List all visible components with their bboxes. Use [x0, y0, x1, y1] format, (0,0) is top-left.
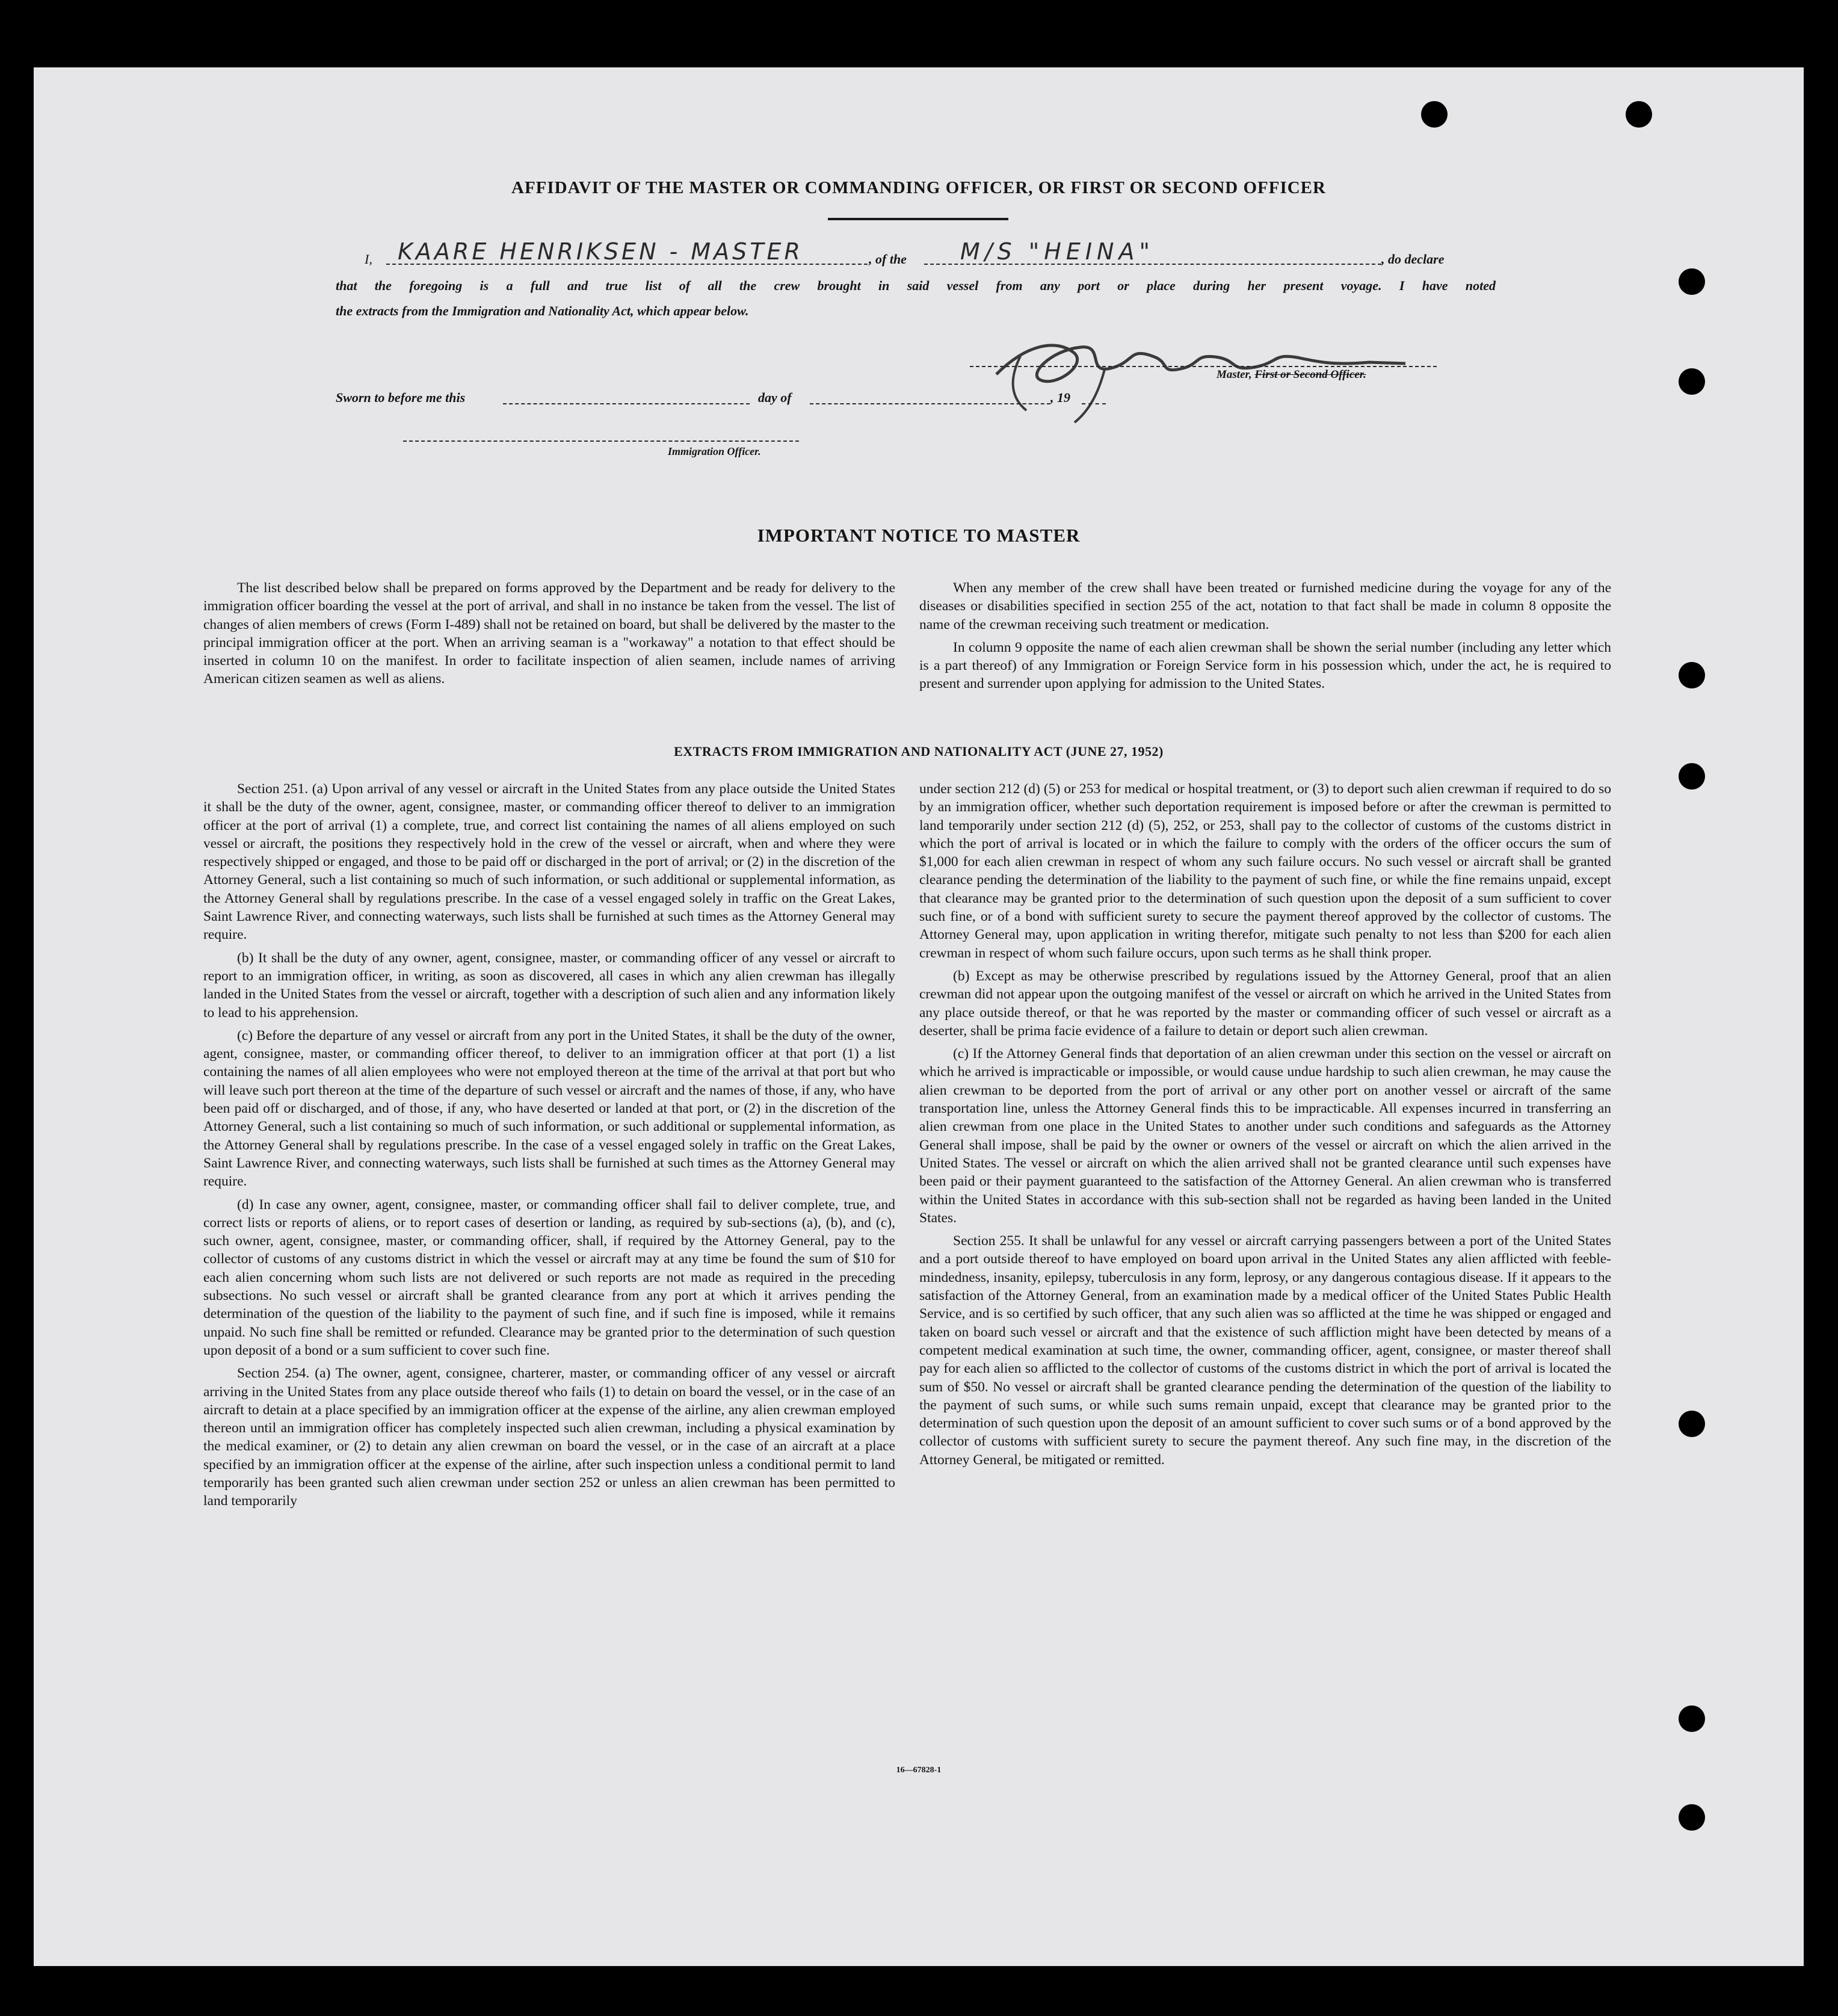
- extracts-right-column: [919, 780, 1611, 1474]
- punch-hole: [1626, 101, 1652, 128]
- form-page: [34, 67, 1804, 1966]
- punch-hole: [1679, 268, 1705, 295]
- do-declare-label: , do declare: [1381, 252, 1445, 267]
- punch-hole: [1679, 368, 1705, 395]
- signer-label-master: Master,: [1217, 368, 1252, 381]
- vessel-handwritten: M/S "HEINA": [960, 238, 1155, 265]
- extract-paragraph: Section 255. It shall be unlawful for any vessel or aircraft carrying passengers between a port of the United States and a port outside thereof to have employed on board upon arrival in the United States any alien afflicted with feeble-mindedness, insanity, epilepsy, tuberculosis in any form, leprosy, or any dangerous contagious disease. If it appears to the satisfaction of the Attorney General, from an examination made by a medical officer of the United States Public Health Service, and is so certified by such officer, that any such alien was so afflicted at the time he was shipped or engaged and taken on board such vessel or aircraft and that the existence of such affliction might have been detected by means of a competent medical examination at such time, the owner, commanding officer, agent, consignee, or master thereof shall pay for each alien so afflicted to the collector of customs of the customs district in which the port of arrival is located the sum of $50. No vessel or aircraft shall be granted clearance pending the determination of the question of the liability to the payment of such sums, or while such sums remain unpaid, except that clearance may be granted prior to the determination of such question upon the deposit of an amount sufficient to cover such sums or of a bond approved by the collector of customs with sufficient surety to secure the payment thereof. Any such fine may, in the discretion of the Attorney General, be mitigated or remitted.: [919, 1233, 1611, 1468]
- declarant-handwritten: KAARE HENRIKSEN - MASTER: [398, 238, 803, 265]
- form-number: 16—67828-1: [896, 1766, 942, 1775]
- officer-line: [403, 441, 799, 442]
- affidavit-title: AFFIDAVIT OF THE MASTER OR COMMANDING OFFICER, OR FIRST OR SECOND OFFICER: [511, 178, 1326, 197]
- extract-paragraph: (b) Except as may be otherwise prescribed by regulations issued by the Attorney General, proof that an alien crewman did not appear upon the outgoing manifest of the vessel or aircraft on which he arrived in the United States from any place outside thereof, or that he was reported by the master or commanding officer of such vessel or aircraft as a deserter, shall be prima facie evidence of a failure to detain or deport such alien crewman.: [919, 968, 1611, 1039]
- day-of-label: day of: [758, 390, 792, 405]
- sworn-month-line: [810, 403, 1050, 404]
- extracts-title: EXTRACTS FROM IMMIGRATION AND NATIONALITY ACT (JUNE 27, 1952): [674, 744, 1164, 759]
- notice-right-paragraph-1: When any member of the crew shall have been treated or furnished medicine during the voyage for any of the diseases or disabilities specified in section 255 of the act, notation to that fact shall be made in column 8 opposite the name of the crewman receiving such treatment or medication.: [919, 580, 1611, 632]
- punch-hole: [1679, 1705, 1705, 1732]
- notice-left-column: [203, 579, 895, 693]
- punch-hole: [1679, 662, 1705, 688]
- affidavit-line-3: the extracts from the Immigration and Nationality Act, which appear below.: [336, 303, 749, 318]
- notice-title: IMPORTANT NOTICE TO MASTER: [757, 525, 1081, 546]
- punch-hole: [1679, 1804, 1705, 1831]
- notice-left-paragraph: The list described below shall be prepared on forms approved by the Department and be ready for delivery to the immigration officer boarding the vessel at the port of arrival, and shall in no instance be taken from the vessel. The list of changes of alien members of crews (Form I-489) shall not be retained on board, but shall be delivered by the master to the principal immigration officer at the port. When an arriving seaman is a "workaway" a notation to that effect should be inserted in column 10 on the manifest. In order to facilitate inspection of alien seamen, include names of arriving American citizen seamen as well as aliens.: [203, 580, 895, 687]
- extract-paragraph: under section 212 (d) (5) or 253 for medical or hospital treatment, or (3) to deport such alien crewman if required to do so by an immigration officer, whether such deportation requirement is imposed before or after the crewman is permitted to land temporarily under section 212 (d) (5), 252, or 253, shall pay to the collector of customs of the customs district in which the port of arrival is located or in which the failure to comply with the orders of the officer occurs the sum of $1,000 for each alien crewman in respect of whom any such failure occurs. No such vessel or aircraft shall be granted clearance pending the determination of the liability to the payment of such fine, or while the fine remains unpaid, except that clearance may be granted prior to the determination of such question upon the deposit of a sum sufficient to cover such fine, or of a bond with sufficient surety to secure the payment thereof approved by the collector of customs. The Attorney General may, upon application in writing therefor, mitigate such penalty to not less than $200 for each alien crewman in respect of whom such failure occurs, upon such terms as he shall think proper.: [919, 781, 1611, 961]
- declare-prefix: I,: [365, 252, 372, 267]
- extract-paragraph: Section 251. (a) Upon arrival of any vessel or aircraft in the United States from any place outside the United States it shall be the duty of the owner, agent, consignee, master, or commanding officer thereof to deliver to an immigration officer at the port of arrival (1) a complete, true, and correct list containing the names of all aliens employed on such vessel or aircraft, the positions they respectively hold in the crew of the vessel or aircraft, when and where they were respectively shipped or engaged, and those to be paid off or discharged in the port of arrival; or (2) in the discretion of the Attorney General, such a list containing so much of such information, or such additional or supplemental information, as the Attorney General shall by regulations prescribe. In the case of a vessel engaged solely in traffic on the Great Lakes, Saint Lawrence River, and connecting waterways, such lists shall be furnished at such times as the Attorney General may require.: [203, 781, 895, 943]
- punch-hole: [1679, 763, 1705, 790]
- notice-right-paragraph-2: In column 9 opposite the name of each alien crewman shall be shown the serial number (including any letter which is a part thereof) of any Immigration or Foreign Service form in his possession which, under the act, he is required to present and surrender upon applying for admission to the United States.: [919, 639, 1611, 692]
- punch-hole: [1421, 101, 1448, 128]
- title-rule: [828, 218, 1008, 220]
- notice-right-column: [919, 579, 1611, 698]
- affidavit-line-2: that the foregoing is a full and true list of all the crew brought in said vessel from any port or place during her present voyage. I have noted: [336, 278, 1496, 293]
- officer-label: Immigration Officer.: [668, 445, 761, 457]
- extract-paragraph: (d) In case any owner, agent, consignee, master, or commanding officer shall fail to deliver complete, true, and correct lists or reports of aliens, or to report cases of desertion or landing, as required by sub-sections (a), (b), and (c), such owner, agent, consignee, master, or commanding officer, shall, if required by the Attorney General, pay to the collector of customs of any customs district in which the vessel or aircraft may at any time be found the sum of $10 for each alien concerning whom such lists are not delivered or such reports are not made as required in the preceding subsections. No such vessel or aircraft shall be granted clearance from any port at which it arrives pending the determination of the question of the liability to the payment of such fine, and if such fine is imposed, while it remains unpaid. No such fine shall be remitted or refunded. Clearance may be granted prior to the determination of such question upon deposit of a bond or a sum sufficient to cover such fine.: [203, 1196, 895, 1358]
- sworn-label: Sworn to before me this: [336, 390, 466, 405]
- sworn-year-line: [1082, 403, 1106, 404]
- punch-hole: [1679, 1411, 1705, 1437]
- signer-label: [1217, 368, 1366, 382]
- extracts-left-column: [203, 780, 895, 1515]
- year-label: , 19: [1050, 390, 1070, 405]
- extract-paragraph: (c) If the Attorney General finds that deportation of an alien crewman under this section on the vessel or aircraft on which he arrived is impracticable or impossible, or would cause undue hardship to such alien crewman, he may cause the alien crewman to be deported from the port of arrival or any other port on another vessel or aircraft of the same transportation line, unless the Attorney General finds this to be impracticable. All expenses incurred in transferring an alien crewman from one place in the United States to another under such conditions and safeguards as the Attorney General shall impose, shall be paid by the owner or owners of the vessel or aircraft on which the alien arrived in the United States. The vessel or aircraft on which the alien arrived shall not be granted clearance until such expenses have been paid or their payment guaranteed to the satisfaction of the Attorney General. An alien crewman who is transferred within the United States in accordance with this sub-section shall not be regarded as having been landed in the United States.: [919, 1046, 1611, 1226]
- signature-line: [970, 366, 1437, 367]
- extract-paragraph: (c) Before the departure of any vessel or aircraft from any port in the United States, it shall be the duty of the owner, agent, consignee, master, or commanding officer thereof, to deliver to an immigration officer at that port (1) a list containing the names of all alien employees who were not employed thereon at the time of the arrival at that port but who will leave such port thereon at the time of the departure of such vessel or aircraft and the names of those, if any, who have been paid off or discharged, and of those, if any, who have deserted or landed at that port, or (2) in the discretion of the Attorney General, such a list containing so much of such information, or such additional or supplemental information, as the Attorney General shall by regulations prescribe. In the case of a vessel engaged solely in traffic on the Great Lakes, Saint Lawrence River, and connecting waterways, such lists shall be furnished at such times as the Attorney General may require.: [203, 1027, 895, 1190]
- of-the-label: , of the: [869, 252, 907, 267]
- extract-paragraph: Section 254. (a) The owner, agent, consignee, charterer, master, or commanding officer of any vessel or aircraft arriving in the United States from any place outside thereof who fails (1) to detain on board the vessel, or in the case of an aircraft to detain at a place specified by an immigration officer at the expense of the airline, any alien crewman employed thereon until an immigration officer has completely inspected such alien crewman, including a physical examination by the medical examiner, or (2) to detain any alien crewman on board the vessel, or in the case of an aircraft at a place specified by an immigration officer at the expense of the airline, after such inspection unless a conditional permit to land temporarily has been granted such alien crewman under section 252 or unless an alien crewman has been permitted to land temporarily: [203, 1365, 895, 1509]
- master-signature: [984, 320, 1442, 428]
- extract-paragraph: (b) It shall be the duty of any owner, agent, consignee, master, or commanding officer of any vessel or aircraft to report to an immigration officer, in writing, as soon as discovered, all cases in which any alien crewman has illegally landed in the United States from the vessel or aircraft, together with a description of such alien and any information likely to lead to his apprehension.: [203, 950, 895, 1021]
- sworn-day-line: [503, 403, 750, 404]
- signer-label-struck: First or Second Officer.: [1254, 368, 1366, 381]
